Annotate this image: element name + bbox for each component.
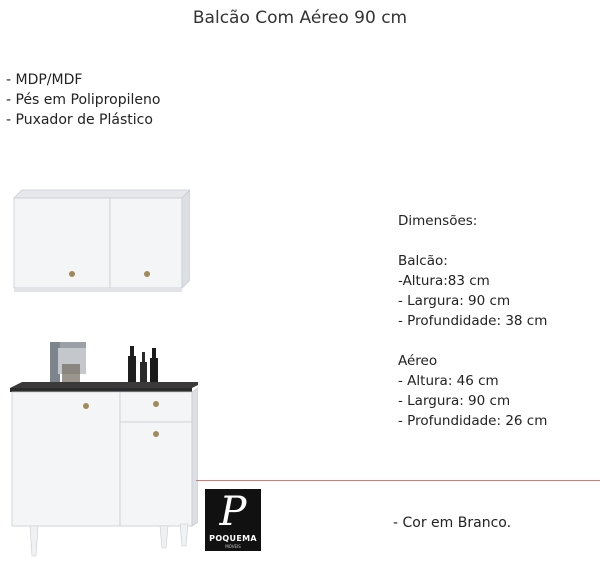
- feature-item: - MDP/MDF: [6, 72, 83, 88]
- logo-letter: P: [219, 489, 247, 535]
- aereo-dimension: - Altura: 46 cm: [398, 373, 499, 389]
- divider-line: [196, 480, 600, 481]
- aereo-dimension: - Profundidade: 26 cm: [398, 413, 548, 429]
- dimensions-heading: Dimensões:: [398, 213, 478, 229]
- balcao-dimension: - Profundidade: 38 cm: [398, 313, 548, 329]
- balcao-dimension: -Altura:83 cm: [398, 273, 490, 289]
- feature-list: [6, 70, 160, 130]
- brand-logo: [205, 489, 261, 551]
- balcao-dimension: - Largura: 90 cm: [398, 293, 511, 309]
- balcao-heading: Balcão:: [398, 253, 448, 269]
- wall-cabinet-image: [10, 188, 190, 300]
- logo-brand-name: POQUEMA: [209, 534, 257, 543]
- feature-item: - Pés em Polipropileno: [6, 92, 161, 108]
- base-cabinet-image: [8, 338, 198, 560]
- product-title: Balcão Com Aéreo 90 cm: [192, 8, 408, 28]
- feature-item: - Puxador de Plástico: [6, 112, 153, 128]
- color-note: - Cor em Branco.: [393, 515, 512, 531]
- aereo-heading: Aéreo: [398, 353, 438, 369]
- logo-tagline: MÓVEIS: [225, 544, 241, 549]
- aereo-dimension: - Largura: 90 cm: [398, 393, 511, 409]
- dimensions-block: [398, 211, 547, 431]
